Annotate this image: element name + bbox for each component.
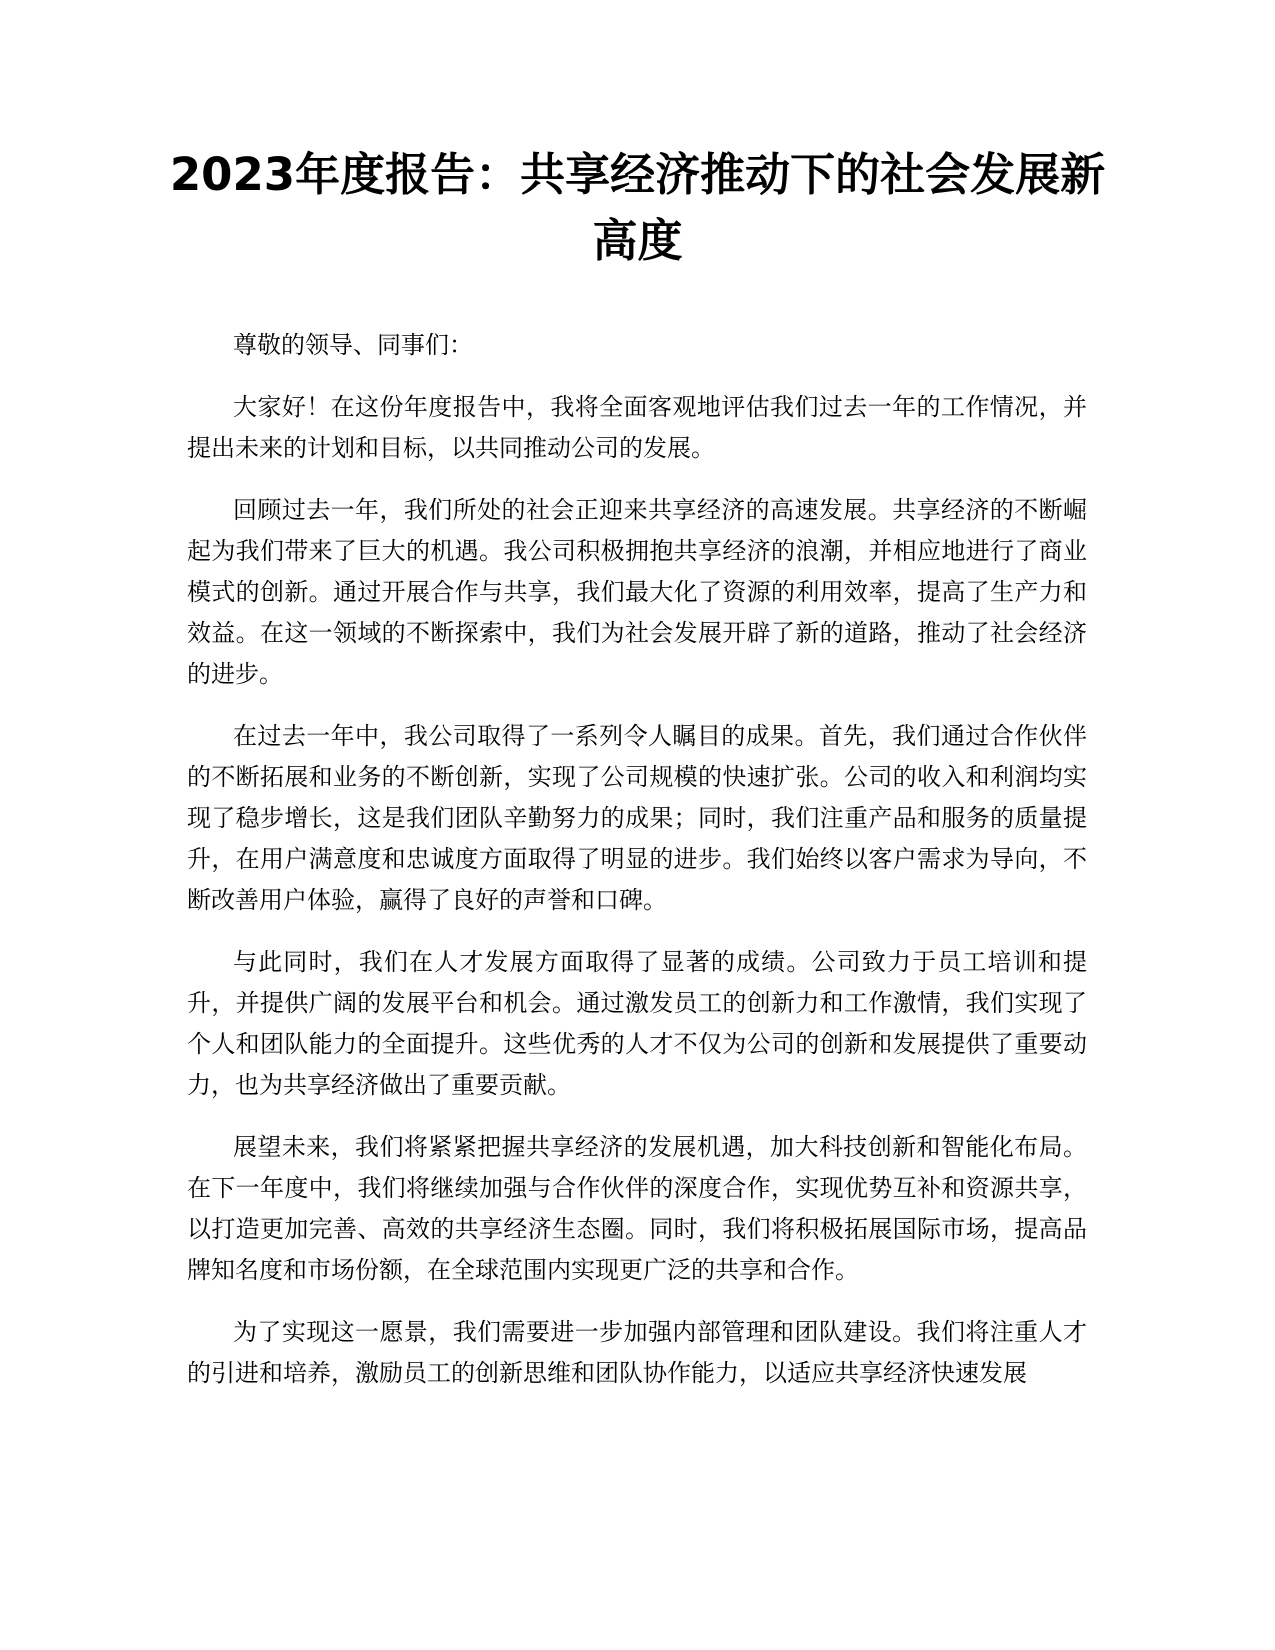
outlook-paragraph: 展望未来，我们将紧紧把握共享经济的发展机遇，加大科技创新和智能化布局。在下一年度中，我们将继续加强与合作伙伴的深度合作，实现优势互补和资源共享，以打造更加完善、高效的共享经济生态圈。同时，我们将积极拓展国际市场，提高品牌知名度和市场份额，在全球范围内实现更广泛的共享和合作。 (187, 1133, 1087, 1284)
talent-paragraph: 与此同时，我们在人才发展方面取得了显著的成绩。公司致力于员工培训和提升，并提供广阔的发展平台和机会。通过激发员工的创新力和工作激情，我们实现了个人和团队能力的全面提升。这些优秀的人才不仅为公司的创新和发展提供了重要动力，也为共享经济做出了重要贡献。 (187, 948, 1087, 1099)
achievements-paragraph: 在过去一年中，我公司取得了一系列令人瞩目的成果。首先，我们通过合作伙伴的不断拓展和业务的不断创新，实现了公司规模的快速扩张。公司的收入和利润均实现了稳步增长，这是我们团队辛勤努力的成果；同时，我们注重产品和服务的质量提升，在用户满意度和忠诚度方面取得了明显的进步。我们始终以客户需求为导向，不断改善用户体验，赢得了良好的声誉和口碑。 (187, 722, 1087, 914)
greeting-paragraph: 大家好！在这份年度报告中，我将全面客观地评估我们过去一年的工作情况，并提出未来的计划和目标，以共同推动公司的发展。 (187, 393, 1087, 462)
document-title: 2023年度报告：共享经济推动下的社会发展新高度 (169, 148, 1106, 267)
salutation-paragraph: 尊敬的领导、同事们： (233, 331, 473, 359)
review-paragraph: 回顾过去一年，我们所处的社会正迎来共享经济的高速发展。共享经济的不断崛起为我们带来了巨大的机遇。我公司积极拥抱共享经济的浪潮，并相应地进行了商业模式的创新。通过开展合作与共享，我们最大化了资源的利用效率，提高了生产力和效益。在这一领域的不断探索中，我们为社会发展开辟了新的道路，推动了社会经济的进步。 (187, 496, 1087, 688)
document-body (187, 325, 1087, 1415)
vision-paragraph: 为了实现这一愿景，我们需要进一步加强内部管理和团队建设。我们将注重人才的引进和培养，激励员工的创新思维和团队协作能力，以适应共享经济快速发展 (187, 1318, 1087, 1387)
